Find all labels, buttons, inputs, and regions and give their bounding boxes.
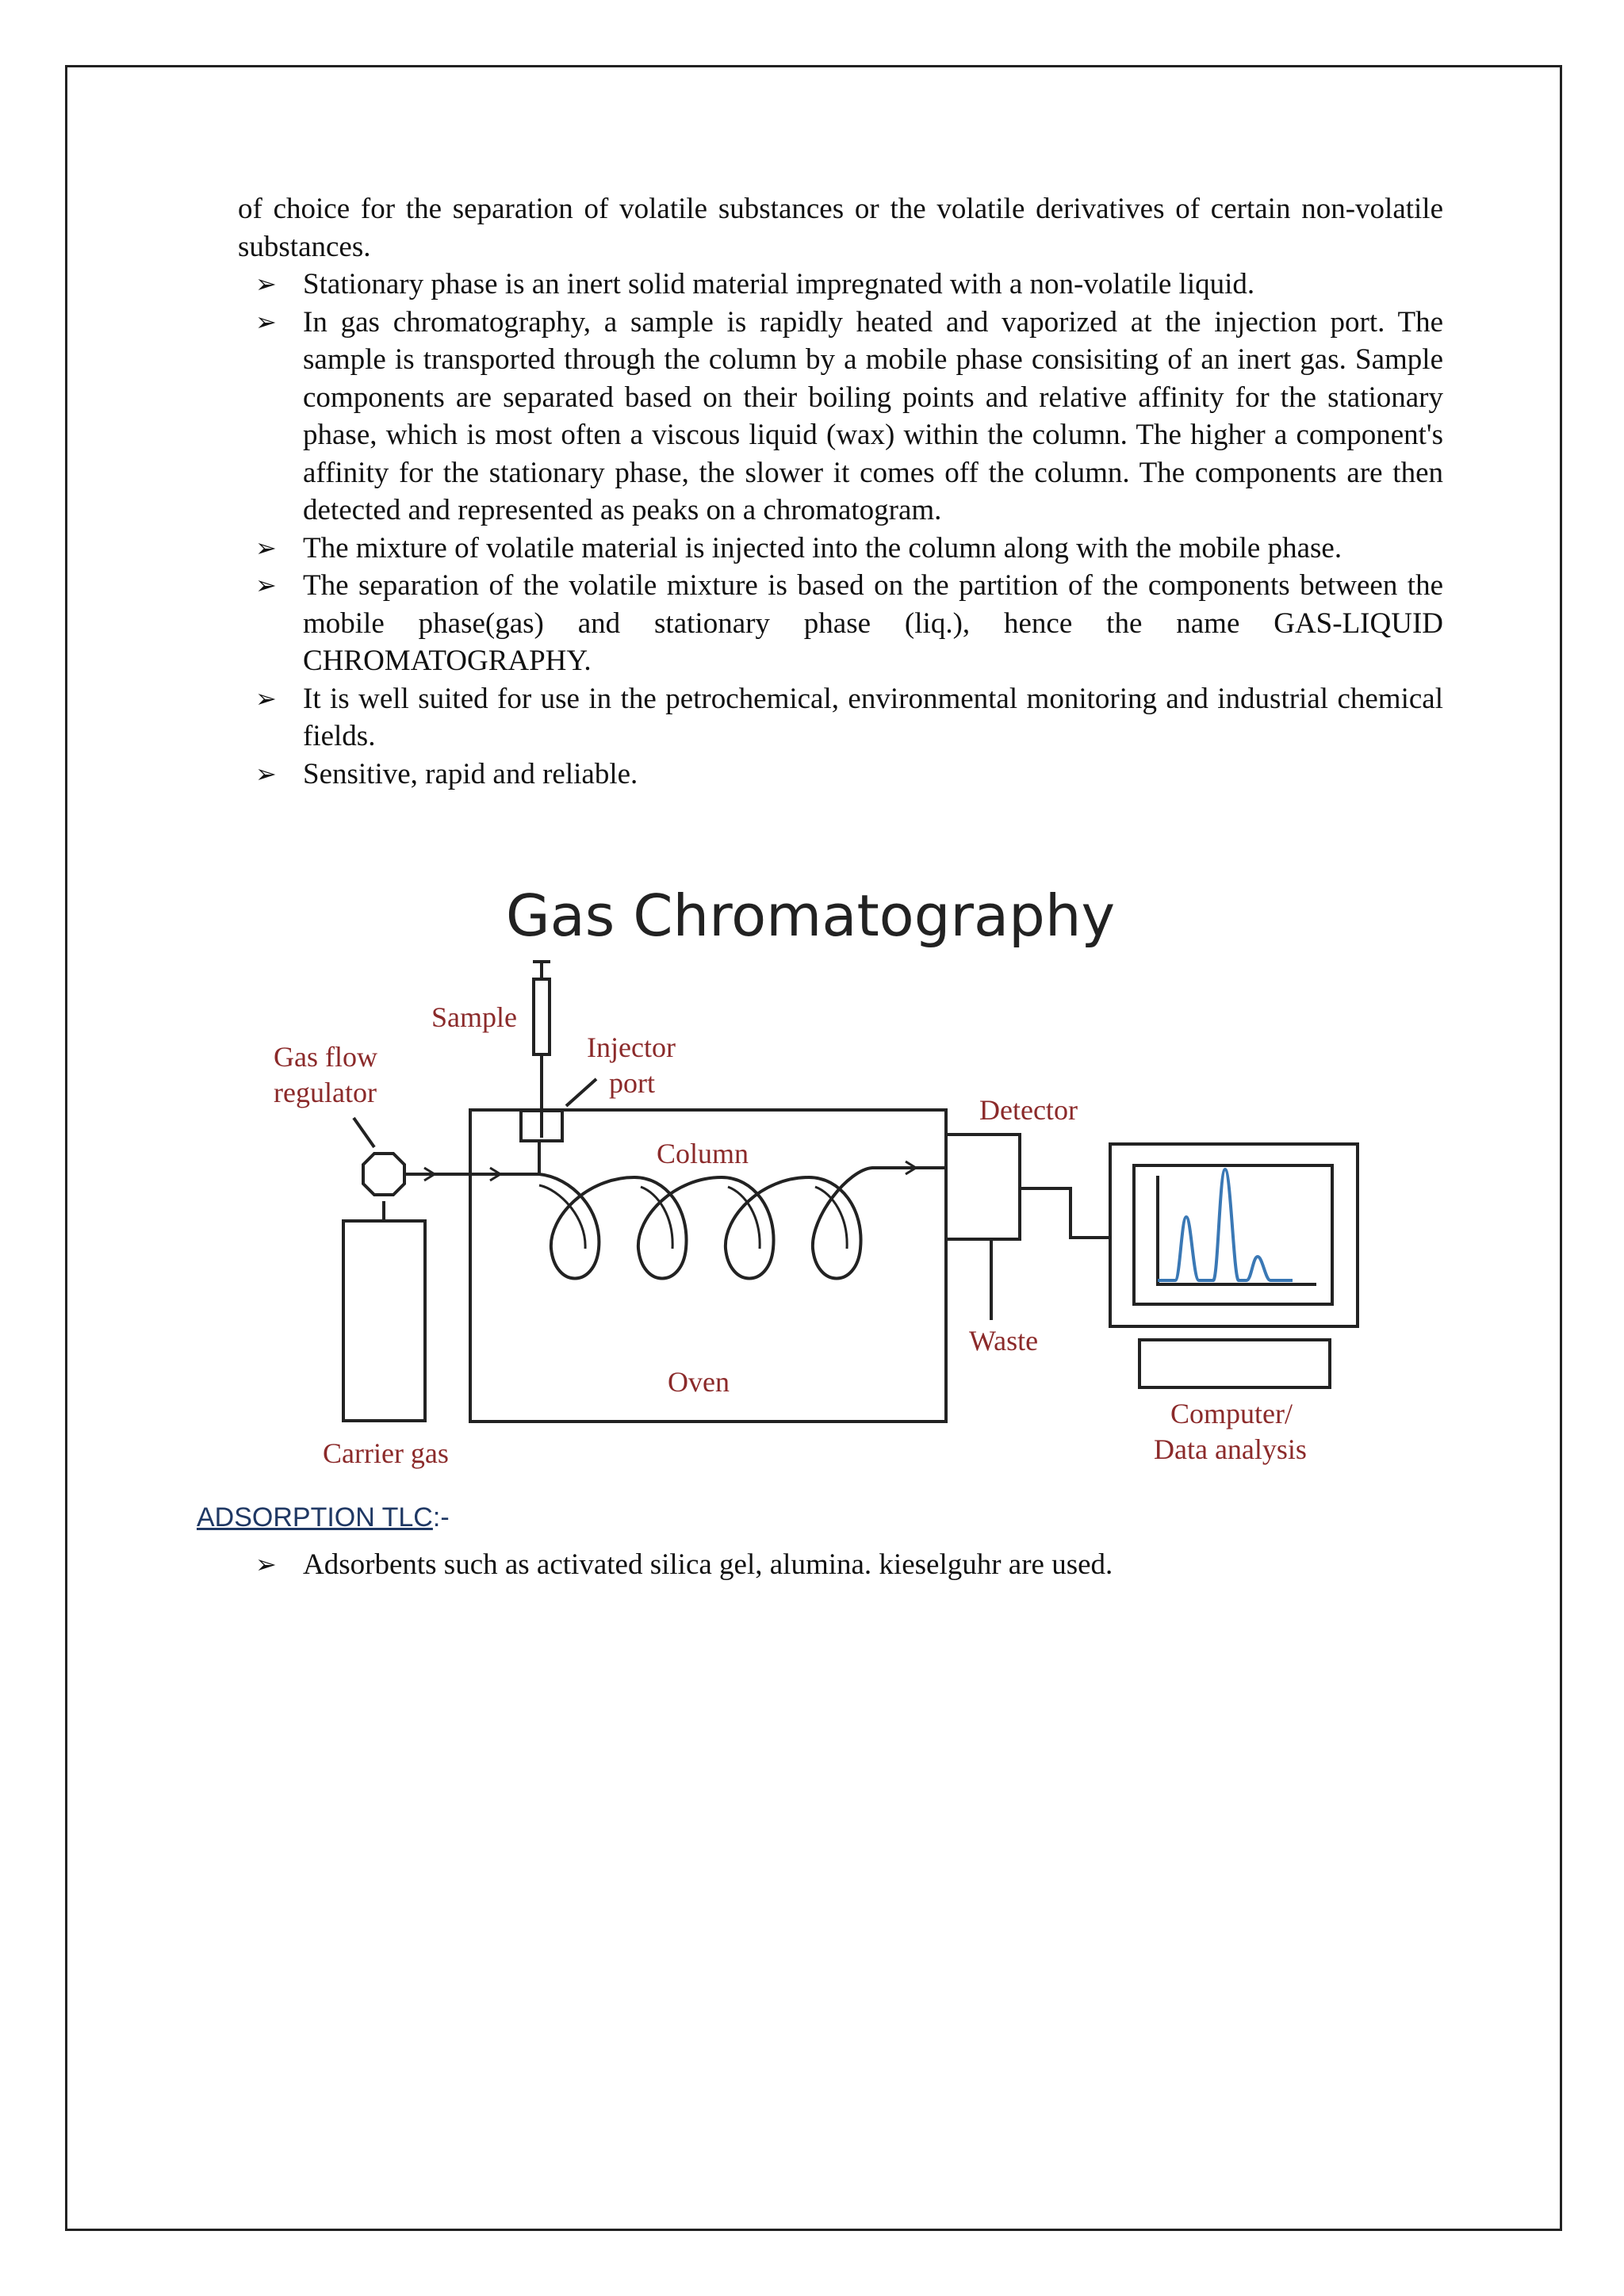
label-carrier-gas: Carrier gas: [323, 1437, 449, 1469]
arrow-bullet-icon: ➢: [255, 532, 277, 563]
label-detector: Detector: [979, 1094, 1078, 1126]
section-heading: ADSORPTION TLC:-: [197, 1502, 450, 1533]
section-bullet-list: [238, 1546, 1443, 1584]
label-gas-flow: Gas flow: [274, 1041, 377, 1073]
bullet-list: [238, 266, 1443, 793]
list-item: ➢ The mixture of volatile material is injected into the column along with the mobile phase.: [238, 530, 1443, 568]
arrow-bullet-icon: ➢: [255, 683, 277, 714]
label-port: port: [609, 1067, 655, 1099]
label-data-analysis: Data analysis: [1154, 1433, 1307, 1465]
arrow-bullet-icon: ➢: [255, 306, 277, 337]
main-text: [238, 190, 1443, 793]
label-oven: Oven: [668, 1366, 730, 1398]
intro-paragraph: of choice for the separation of volatile substances or the volatile derivatives of certain non-volatile substances.: [238, 193, 1443, 263]
detector: [946, 1135, 1020, 1239]
list-item: ➢ In gas chromatography, a sample is rapidly heated and vaporized at the injection port. The sample is transported through the column by a mobile phase consisiting of an inert gas. Sample components are separated based on their boiling points and relative affinity for the stationary phase, which is most often a viscous liquid (wax) within the column. The higher a component's affinity for the stationary phase, the slower it comes off the column. The components are then detected and represented as peaks on a chromatogram.: [238, 304, 1443, 530]
label-computer: Computer/: [1170, 1398, 1293, 1429]
computer-keyboard: [1139, 1340, 1330, 1387]
arrow-bullet-icon: ➢: [255, 758, 277, 789]
list-item: ➢ Sensitive, rapid and reliable.: [238, 756, 1443, 794]
arrow-bullet-icon: ➢: [255, 269, 277, 299]
list-item: ➢ It is well suited for use in the petrochemical, environmental monitoring and industrial chemical fields.: [238, 680, 1443, 756]
arrow-bullet-icon: ➢: [255, 1549, 277, 1579]
gas-flow-regulator: [363, 1154, 404, 1195]
chromatogram-peaks: [1158, 1169, 1293, 1280]
list-item: ➢ Stationary phase is an inert solid material impregnated with a non-volatile liquid.: [238, 266, 1443, 304]
list-item: ➢ The separation of the volatile mixture is based on the partition of the components between the mobile phase(gas) and stationary phase (liq.), hence the name GAS-LIQUID CHROMATOGRAPHY.: [238, 567, 1443, 680]
list-item: ➢ Adsorbents such as activated silica gel, alumina. kieselguhr are used.: [238, 1546, 1443, 1584]
gas-chromatography-diagram: [238, 876, 1443, 1479]
arrow-bullet-icon: ➢: [255, 570, 277, 600]
label-waste: Waste: [969, 1325, 1039, 1357]
diagram-title: Gas Chromatography: [505, 882, 1116, 949]
label-sample: Sample: [431, 1001, 517, 1033]
label-injector: Injector: [587, 1031, 676, 1063]
carrier-gas-cylinder: [343, 1221, 425, 1421]
label-column: Column: [657, 1138, 749, 1169]
label-regulator: regulator: [274, 1077, 377, 1108]
